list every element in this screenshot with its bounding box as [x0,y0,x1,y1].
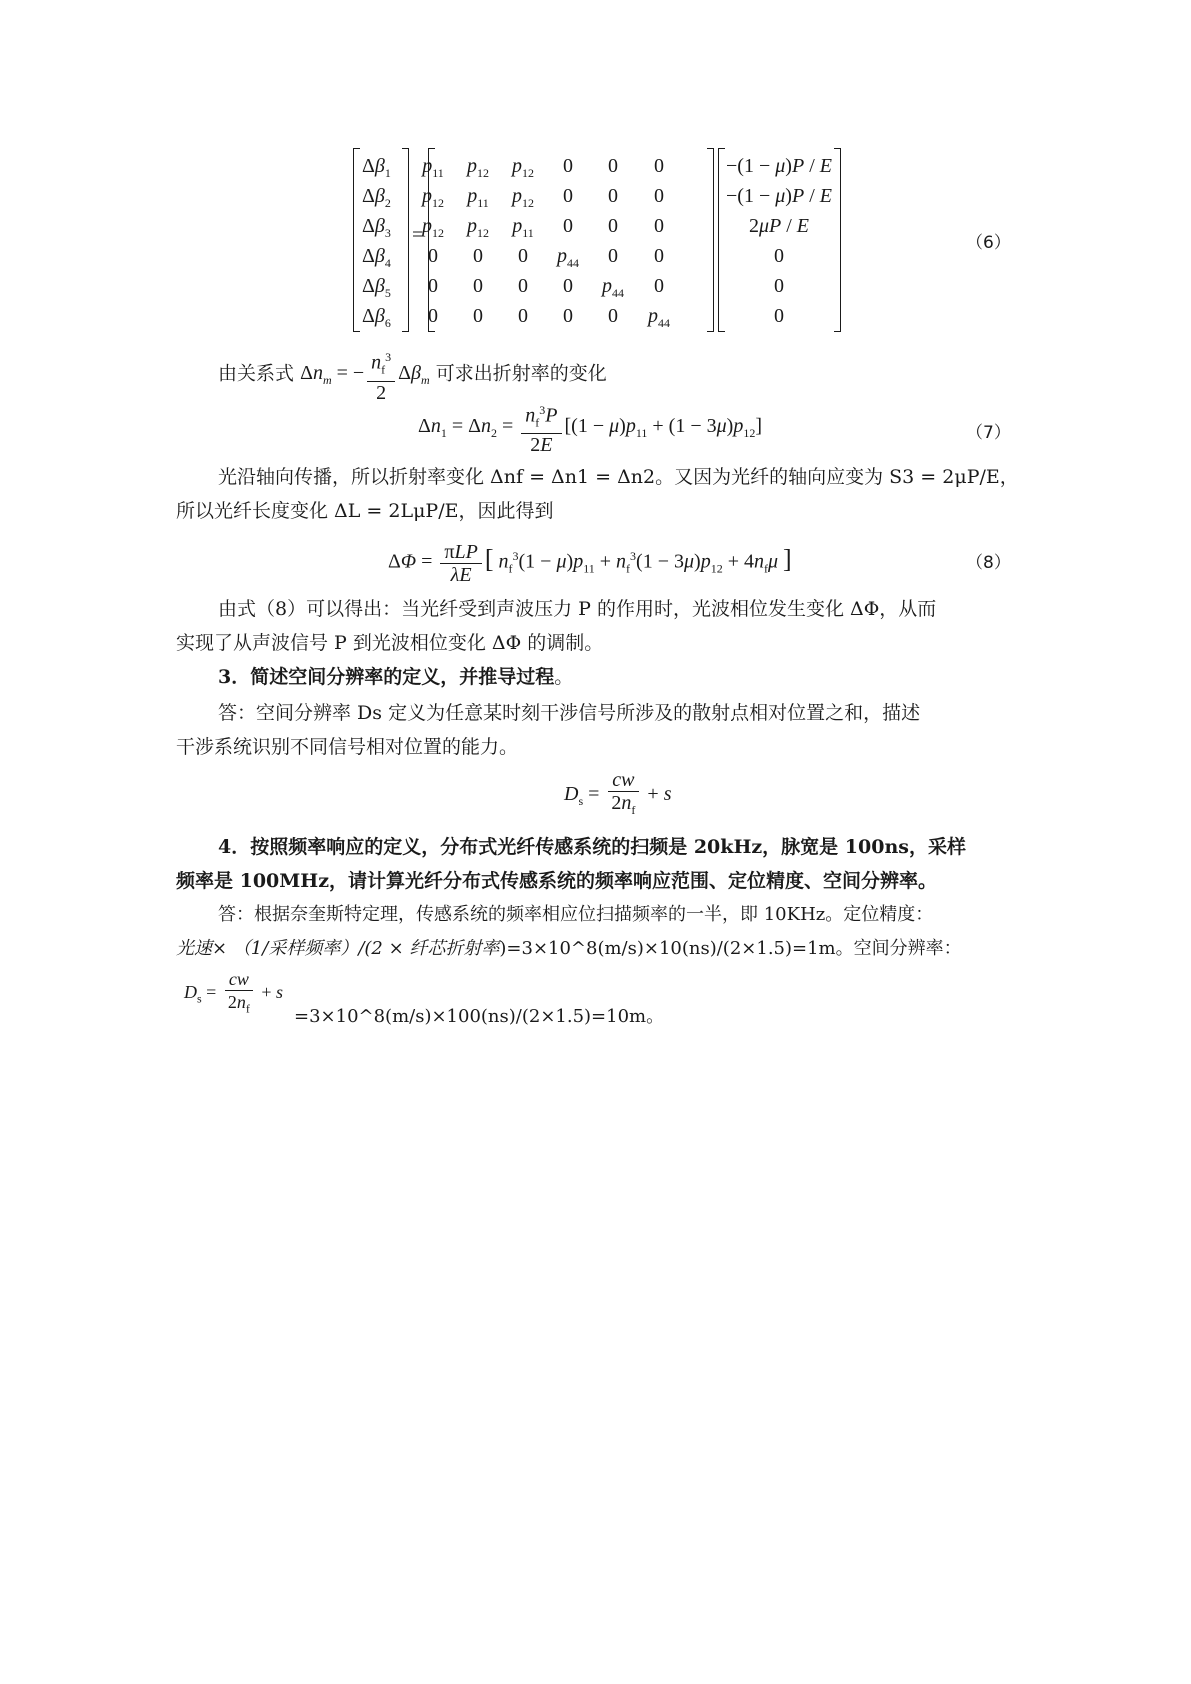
matrix-cell: $p_{12}$ [467,155,489,180]
relation-formula: $\Delta n_m$ = − $\frac{n_f^3}{2}$ $\Delta\beta_m$ [300,362,430,384]
equation-8: ΔΦ = $\frac{\text{πLP}}{\lambda E}$ [ $n_f^3(1 - \mu)p_{11} + n_f^3(1 - 3\mu)p_{12} + 4n_f\mu$ ] [388,540,792,586]
equals-sign: = [412,224,424,246]
matrix-cell: $p_{11}$ [512,215,534,240]
answer-3-line2: 干涉系统识别不同信号相对位置的能力。 [176,736,519,758]
modulation-paragraph-line2: 实现了从声波信号 P 到光波相位变化 ΔΦ 的调制。 [176,632,604,654]
equation-number-6: （6） [966,233,1011,253]
matrix-cell: 0 [473,245,483,267]
matrix-cell: $p_{11}$ [422,155,444,180]
matrix-cell: 0 [608,185,618,207]
matrix-cell: $p_{12}$ [422,185,444,210]
answer-4-line2 [176,932,962,966]
matrix-cell: 0 [428,245,438,267]
rhs-entry: −(1 − μ)P / E [726,155,832,177]
matrix-cell: $p_{12}$ [422,215,444,240]
answer-4-line1: 答：根据奈奎斯特定理，传感系统的频率相应位扫描频率的一半，即 10KHz。定位精度： [218,904,934,925]
rhs-entry: 0 [774,275,784,297]
matrix-cell: 0 [654,245,664,267]
modulation-paragraph-line1: 由式（8）可以得出：当光纤受到声波压力 P 的作用时，光波相位发生变化 ΔΦ，从而 [218,598,937,620]
coeff-right-bracket [707,148,714,332]
relation-suffix: 可求出折射率的变化 [435,362,607,385]
lhs-entry: $\Delta\beta_5$ [362,275,391,300]
matrix-cell: 0 [473,305,483,327]
matrix-cell: $p_{12}$ [512,155,534,180]
matrix-cell: 0 [518,305,528,327]
matrix-cell: $p_{12}$ [512,185,534,210]
matrix-cell: $p_{44}$ [557,245,579,270]
matrix-cell: 0 [518,245,528,267]
matrix-cell: 0 [654,275,664,297]
question-3-title [218,660,573,694]
equation-number-7: （7） [966,423,1011,443]
matrix-cell: 0 [563,275,573,297]
matrix-cell: 0 [608,155,618,177]
rhs-entry: 0 [774,245,784,267]
question-3-title-end: 。 [554,666,574,688]
spatial-resolution-formula-2: $D_s$ = $\frac{cw}{2n_f}$ + s [184,969,283,1016]
equation-7: $\Delta n_1 = \Delta n_2$ = $\frac{n_f^3P}{2E}$ $[(1 - \mu)p_{11} + (1 - 3\mu)p_{12}]$ [418,398,762,461]
rhs-entry: 0 [774,305,784,327]
lhs-entry: $\Delta\beta_2$ [362,185,391,210]
matrix-cell: $p_{44}$ [602,275,624,300]
matrix-cell: 0 [563,185,573,207]
matrix-cell: 0 [563,215,573,237]
lhs-entry: $\Delta\beta_1$ [362,155,391,180]
matrix-cell: 0 [518,275,528,297]
matrix-equation-6 [0,0,1191,340]
lhs-entry: $\Delta\beta_6$ [362,305,391,330]
answer-3-line1: 答：空间分辨率 Ds 定义为任意某时刻干涉信号所涉及的散射点相对位置之和，描述 [218,702,921,724]
answer-4-positioning-result: )=3×10^8(m/s)×10(ns)/(2×1.5)=1m。空间分辨率： [499,938,962,959]
matrix-cell: $p_{12}$ [467,215,489,240]
matrix-cell: 0 [654,215,664,237]
matrix-cell: $p_{44}$ [648,305,670,330]
question-4-title-line2: 频率是 100MHz，请计算光纤分布式传感系统的频率响应范围、定位精度、空间分辨率。 [176,870,938,892]
matrix-cell: 0 [473,275,483,297]
lhs-left-bracket [353,148,360,332]
matrix-cell: 0 [563,305,573,327]
relation-prefix: 由关系式 [218,362,295,385]
matrix-cell: 0 [563,155,573,177]
matrix-cell: 0 [428,305,438,327]
lhs-entry: $\Delta\beta_3$ [362,215,391,240]
matrix-cell: 0 [608,305,618,327]
lhs-entry: $\Delta\beta_4$ [362,245,391,270]
matrix-cell: 0 [654,155,664,177]
strain-paragraph-line2: 所以光纤长度变化 ΔL = 2LμP/E，因此得到 [176,500,554,522]
question-4-title-line1: 4．按照频率响应的定义，分布式光纤传感系统的扫频是 20kHz，脉宽是 100ns，采样 [218,836,966,858]
matrix-cell: $p_{11}$ [467,185,489,210]
question-3-title-text: 3．简述空间分辨率的定义，并推导过程 [218,666,555,688]
lhs-right-bracket [402,148,409,332]
equation-number-8: （8） [966,553,1011,573]
rhs-entry: 2μP / E [748,215,810,237]
matrix-cell: 0 [608,245,618,267]
answer-4-line3: =3×10^8(m/s)×100(ns)/(2×1.5)=10m。 [294,1006,665,1027]
matrix-cell: 0 [428,275,438,297]
answer-4-positioning-expression: 光速× （1/采样频率）/(2 × 纤芯折射率 [176,938,500,959]
matrix-cell: 0 [654,185,664,207]
matrix-cell: 0 [608,215,618,237]
strain-paragraph-line1: 光沿轴向传播，所以折射率变化 Δnf = Δn1 = Δn2。又因为光纤的轴向应变为 S3 = 2μP/E， [218,466,1019,488]
rhs-entry: −(1 − μ)P / E [726,185,832,207]
spatial-resolution-formula: $D_s$ = $\frac{cw}{2n_f}$ + s [564,769,672,818]
